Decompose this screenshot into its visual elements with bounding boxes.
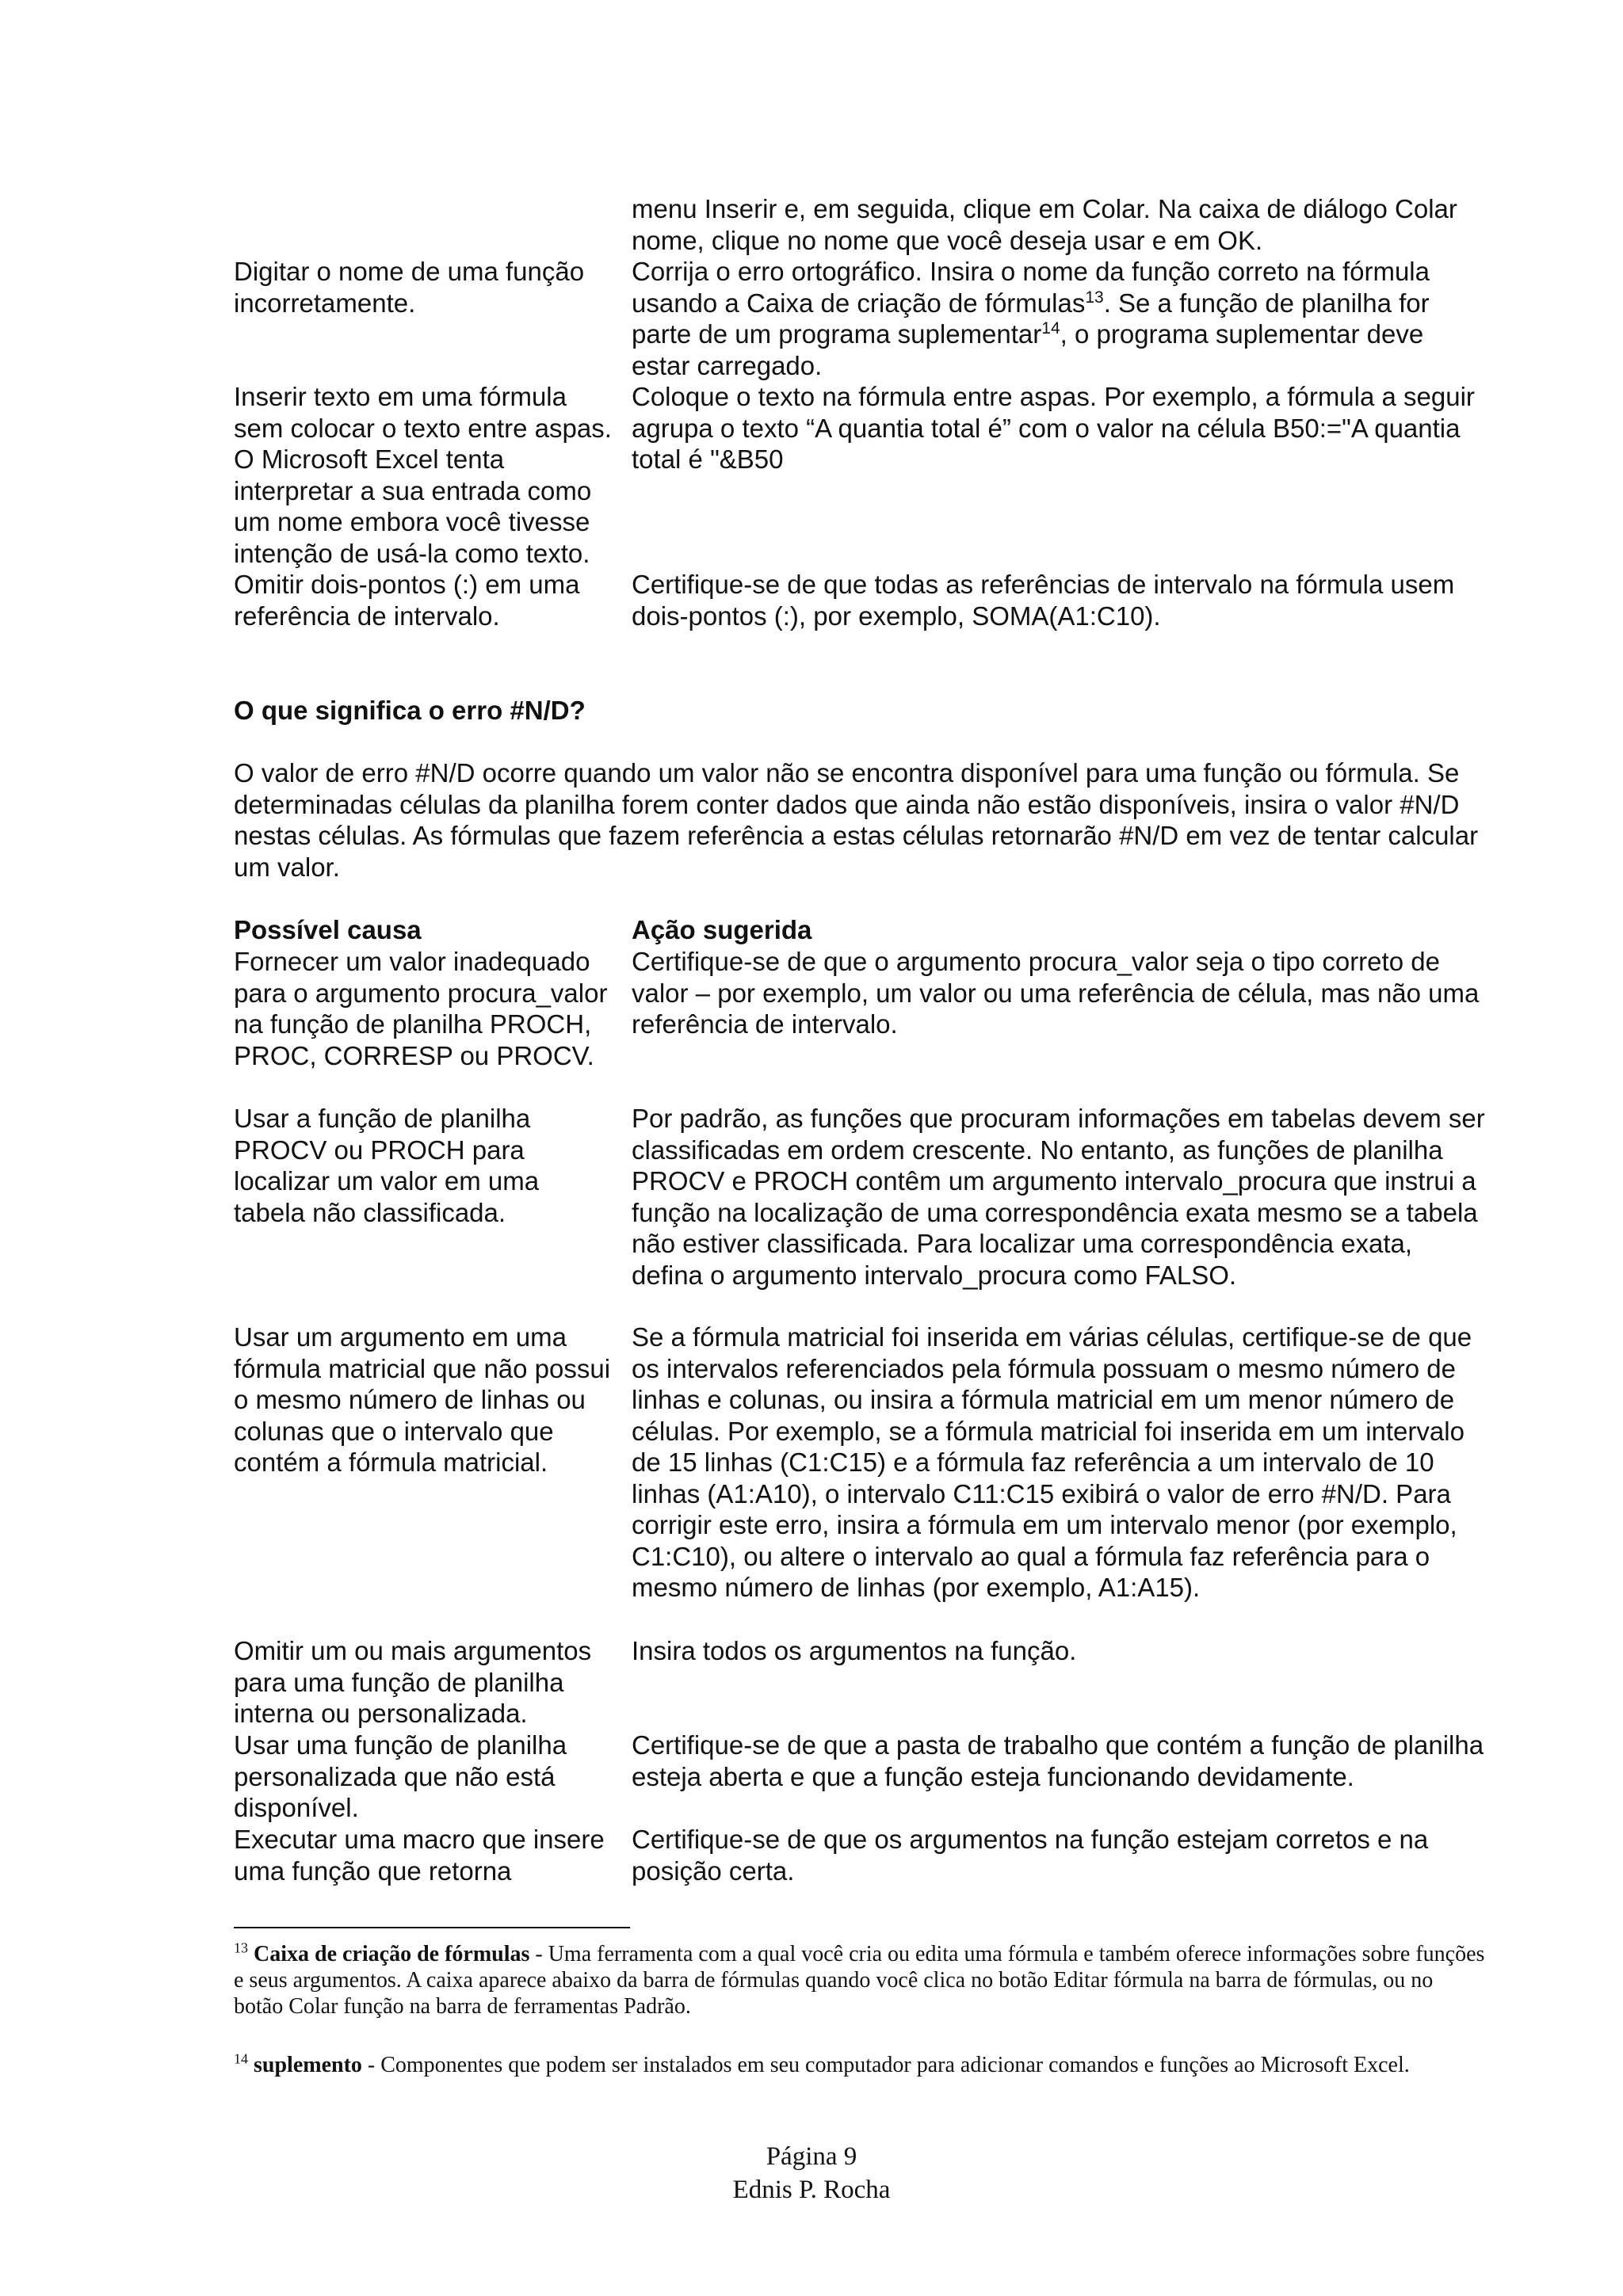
table1-row1-action: menu Inserir e, em seguida, clique em Colar. Na caixa de diálogo Colar nome, clique no nome que você deseja usar e em OK. — [632, 194, 1457, 255]
footnote-13 — [234, 1941, 1486, 2019]
page-author: Ednis P. Rocha — [732, 2176, 891, 2204]
footnote-ref-13: 13 — [1085, 288, 1104, 307]
footnote-13-number: 13 — [234, 1939, 248, 1956]
footnote-13-text: - Uma ferramenta com a qual você cria ou edita uma fórmula e também oferece informações sobre funções e seus argumentos. A caixa aparece abaixo da barra de fórmulas quando você clica no botão Editar fórmula na barra de fórmulas, ou no botão Colar função na barra de ferramentas Padrão. — [234, 1942, 1485, 2019]
table1-row2-cause: Digitar o nome de uma função incorretamente. — [234, 257, 585, 318]
table1-row3-cause: Inserir texto em uma fórmula sem colocar o texto entre aspas. O Microsoft Excel tenta interpretar a sua entrada como um nome embora você tivesse intenção de usá-la como texto. — [234, 382, 612, 568]
table2-row5-cause: Usar uma função de planilha personalizada que não está disponível. — [234, 1730, 567, 1822]
table1-row2-action-mid: . Se a função de planilha for parte de um programa suplementar — [632, 288, 1430, 349]
table2-header-cause: Possível causa — [234, 915, 422, 944]
table2-row4-cause: Omitir um ou mais argumentos para uma função de planilha interna ou personalizada. — [234, 1636, 592, 1728]
footnote-separator — [234, 1927, 630, 1928]
footnote-14-number: 14 — [234, 2050, 248, 2067]
table1-row2-action — [632, 256, 1487, 381]
table2-row3-cause: Usar um argumento em uma fórmula matricial que não possui o mesmo número de linhas ou colunas que o intervalo que contém a fórmula matricial. — [234, 1322, 611, 1477]
table2-row6-action: Certifique-se de que os argumentos na função estejam corretos e na posição certa. — [632, 1825, 1429, 1886]
table2-row2-action: Por padrão, as funções que procuram informações em tabelas devem ser classificadas em ordem crescente. No entanto, as funções de planilha PROCV e PROCH contêm um argumento intervalo_procura que instrui a função na localização de uma correspondência exata mesmo se a tabela não estiver classificada. Para localizar uma correspondência exata, defina o argumento intervalo_procura como FALSO. — [632, 1104, 1485, 1290]
footnote-13-term: Caixa de criação de fórmulas — [254, 1942, 530, 1966]
table2-row6-cause: Executar uma macro que insere uma função que retorna — [234, 1825, 605, 1886]
section-paragraph: O valor de erro #N/D ocorre quando um valor não se encontra disponível para uma função ou fórmula. Se determinadas células da planilha forem conter dados que ainda não estão disponíveis, insira o valor #N/D nestas células. As fórmulas que fazem referência a estas células retornarão #N/D em vez de tentar calcular um valor. — [234, 758, 1479, 882]
footnote-14-term: suplemento — [254, 2053, 362, 2077]
table2-header-action: Ação sugerida — [632, 915, 812, 944]
footnote-14-text: - Componentes que podem ser instalados em seu computador para adicionar comandos e funções ao Microsoft Excel. — [361, 2053, 1410, 2077]
page-number: Página 9 — [766, 2142, 857, 2171]
table2-row2-cause: Usar a função de planilha PROCV ou PROCH para localizar um valor em uma tabela não classificada. — [234, 1104, 540, 1227]
table2-row1-action: Certifique-se de que o argumento procura_valor seja o tipo correto de valor – por exemplo, um valor ou uma referência de célula, mas não uma referência de intervalo. — [632, 947, 1480, 1039]
table2-row4-action: Insira todos os argumentos na função. — [632, 1636, 1077, 1665]
table1-row4-cause: Omitir dois-pontos (:) em uma referência de intervalo. — [234, 570, 580, 631]
footnote-14 — [234, 2052, 1486, 2078]
table2-row1-cause: Fornecer um valor inadequado para o argumento procura_valor na função de planilha PROCH, PROC, CORRESP ou PROCV. — [234, 947, 608, 1070]
table1-row3-action: Coloque o texto na fórmula entre aspas. Por exemplo, a fórmula a seguir agrupa o texto “A quantia total é” com o valor na célula B50:="A quantia total é "&B50 — [632, 382, 1475, 474]
table2-row5-action: Certifique-se de que a pasta de trabalho que contém a função de planilha esteja aberta e que a função esteja funcionando devidamente. — [632, 1730, 1484, 1791]
table2-row3-action: Se a fórmula matricial foi inserida em várias células, certifique-se de que os intervalos referenciados pela fórmula possuam o mesmo número de linhas e colunas, ou insira a fórmula matricial em um menor número de células. Por exemplo, se a fórmula matricial foi inserida em um intervalo de 15 linhas (C1:C15) e a fórmula faz referência a um intervalo de 10 linhas (A1:A10), o intervalo C11:C15 exibirá o valor de erro #N/D. Para corrigir este erro, insira a fórmula em um intervalo menor (por exemplo, C1:C10), ou altere o intervalo ao qual a fórmula faz referência para o mesmo número de linhas (por exemplo, A1:A15). — [632, 1322, 1472, 1602]
section-heading: O que significa o erro #N/D? — [234, 696, 586, 725]
table1-row4-action: Certifique-se de que todas as referências de intervalo na fórmula usem dois-pontos (:), por exemplo, SOMA(A1:C10). — [632, 570, 1455, 631]
table1-row2-action-pre: Corrija o erro ortográfico. Insira o nome da função correto na fórmula usando a Caixa de criação de fórmulas — [632, 257, 1430, 318]
footnote-ref-14: 14 — [1041, 319, 1060, 338]
table1-row2-action-post: , o programa suplementar deve estar carregado. — [632, 319, 1424, 380]
